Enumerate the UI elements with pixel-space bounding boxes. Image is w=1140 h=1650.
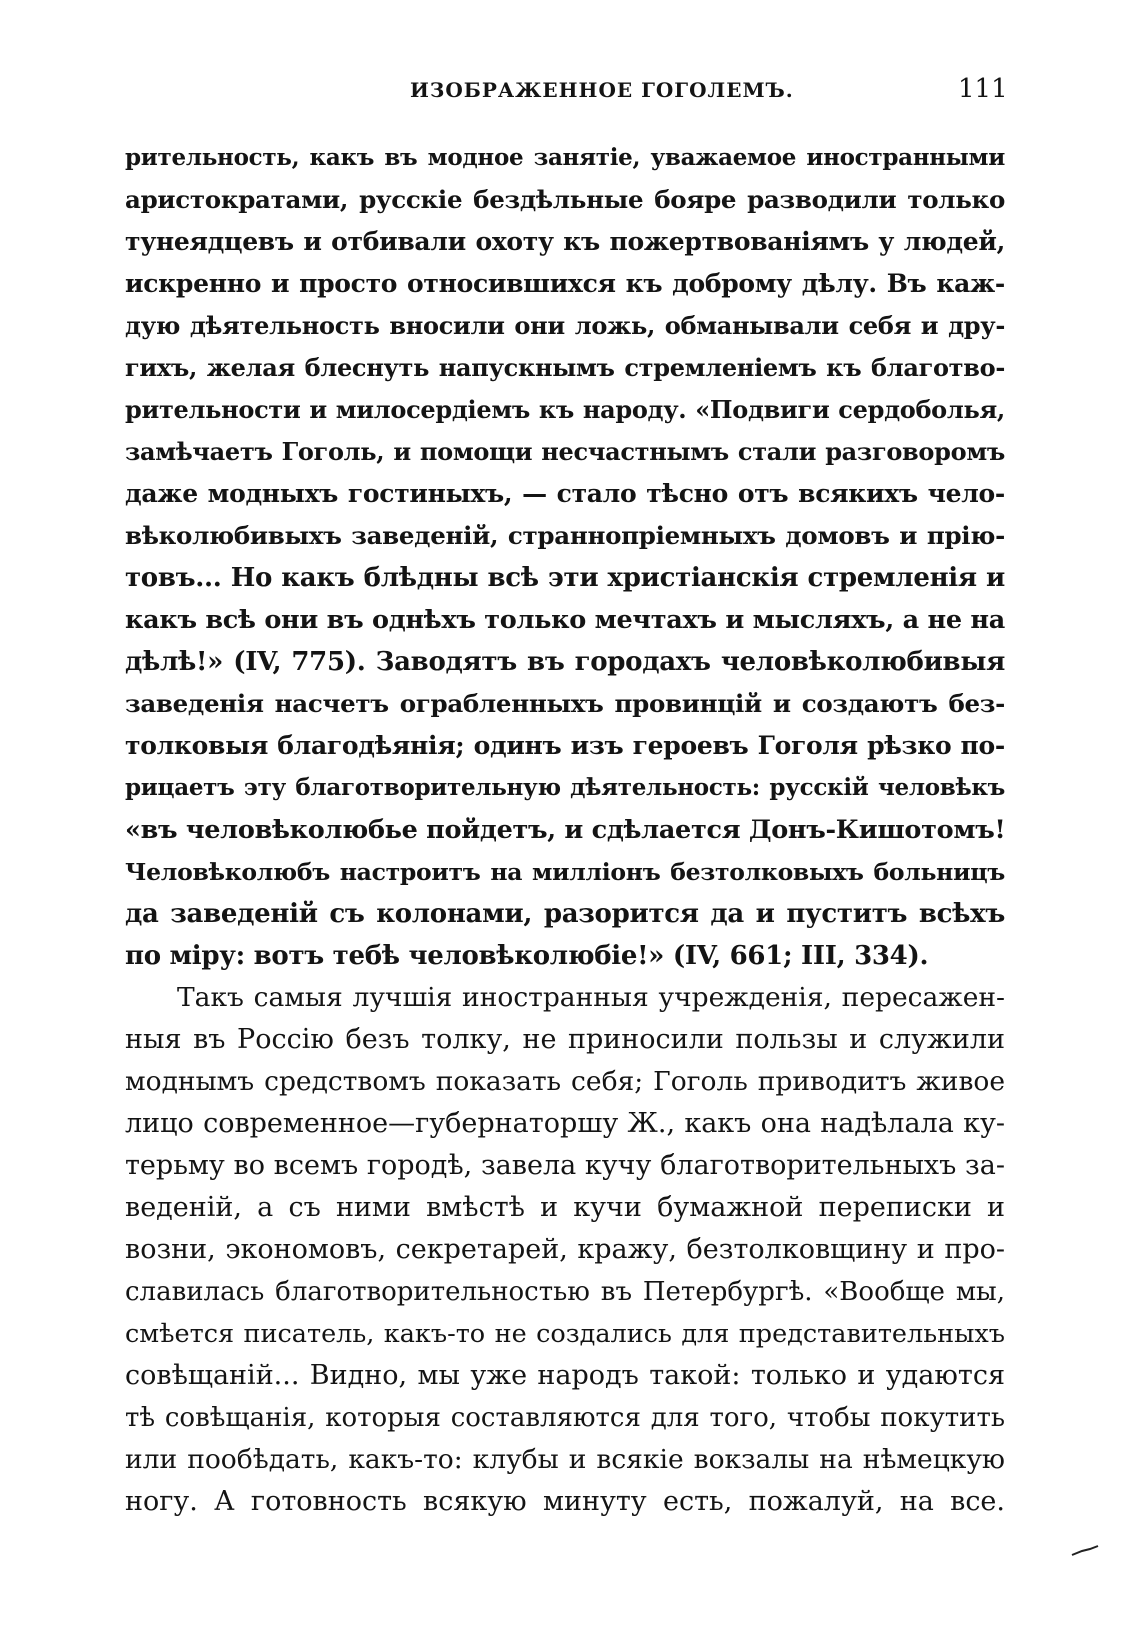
text-line: по міру: вотъ тебѣ человѣколюбіе!» (IV, 661; III, 334). — [125, 941, 929, 971]
text-line: рицаетъ эту благотворительную дѣятельность: русскій человѣкъ — [125, 774, 1005, 801]
text-line: какъ всѣ они въ однѣхъ только мечтахъ и мысляхъ, а не на — [125, 605, 1005, 635]
page-number: 111 — [958, 74, 1008, 104]
text-line: товъ... Но какъ блѣдны всѣ эти христіанскія стремленія и — [125, 563, 1005, 593]
text-line: тунеядцевъ и отбивали охоту къ пожертвованіямъ у людей, — [125, 227, 1005, 256]
text-line: даже модныхъ гостиныхъ, — стало тѣсно отъ всякихъ чело- — [125, 479, 1005, 508]
text-line: веденій, а съ ними вмѣстѣ и кучи бумажной переписки и — [125, 1192, 1005, 1223]
body-text — [125, 137, 1005, 1523]
text-line: гихъ, желая блеснуть напускнымъ стремленіемъ къ благотво- — [125, 353, 1005, 382]
text-line: замѣчаетъ Гоголь, и помощи несчастнымъ стали разговоромъ — [125, 437, 1005, 466]
text-line: заведенія насчетъ ограбленныхъ провинцій и создаютъ без- — [125, 689, 1005, 718]
text-line: лицо современное—губернаторшу Ж., какъ она надѣлала ку- — [125, 1108, 1005, 1139]
paragraph-first-line: Такъ самыя лучшія иностранныя учрежденія, пересажен- — [177, 982, 1005, 1013]
text-line: аристократами, русскіе бездѣльные бояре разводили только — [125, 185, 1005, 214]
text-line: искренно и просто относившихся къ доброму дѣлу. Въ каж- — [125, 269, 1005, 298]
text-line: ногу. А готовность всякую минуту есть, пожалуй, на все. — [125, 1486, 1005, 1517]
text-line: славилась благотворительностью въ Петербургѣ. «Вообще мы, — [125, 1277, 1005, 1307]
text-line: дѣлѣ!» (IV, 775). Заводятъ въ городахъ человѣколюбивыя — [125, 647, 1005, 677]
text-line: терьму во всемъ городѣ, завела кучу благотворительныхъ за- — [125, 1150, 1005, 1181]
text-line: тѣ совѣщанія, которыя составляются для того, чтобы покутить — [125, 1403, 1005, 1433]
text-line: или пообѣдать, какъ-то: клубы и всякіе вокзалы на нѣмецкую — [125, 1444, 1005, 1475]
text-line: да заведеній съ колонами, разорится да и пуститъ всѣхъ — [125, 899, 1005, 929]
text-line: моднымъ средствомъ показать себя; Гоголь приводитъ живое — [125, 1066, 1005, 1097]
text-line: толковыя благодѣянія; одинъ изъ героевъ Гоголя рѣзко по- — [125, 731, 1005, 760]
text-line: ныя въ Россію безъ толку, не приносили пользы и служили — [125, 1024, 1005, 1055]
running-title: ИЗОБРАЖЕННОЕ ГОГОЛЕМЪ. — [410, 78, 794, 102]
text-line: совѣщаній... Видно, мы уже народъ такой: только и удаются — [125, 1360, 1005, 1391]
text-line: возни, экономовъ, секретарей, кражу, безтолковщину и про- — [125, 1234, 1005, 1265]
text-line: смѣется писатель, какъ-то не создались для представительныхъ — [125, 1319, 1005, 1349]
text-line: «въ человѣколюбье пойдетъ, и сдѣлается Донъ-Кишотомъ! — [125, 815, 1005, 845]
ink-mark-icon — [1070, 1545, 1100, 1557]
text-line: дую дѣятельность вносили они ложь, обманывали себя и дру- — [125, 311, 1005, 340]
text-line: рительность, какъ въ модное занятіе, уважаемое иностранными — [125, 144, 1005, 171]
text-line: рительности и милосердіемъ къ народу. «Подвиги сердоболья, — [125, 395, 1005, 424]
text-line: Человѣколюбъ настроитъ на милліонъ безтолковыхъ больницъ — [125, 858, 1005, 886]
text-line: вѣколюбивыхъ заведеній, страннопріемныхъ домовъ и прію- — [125, 521, 1005, 550]
